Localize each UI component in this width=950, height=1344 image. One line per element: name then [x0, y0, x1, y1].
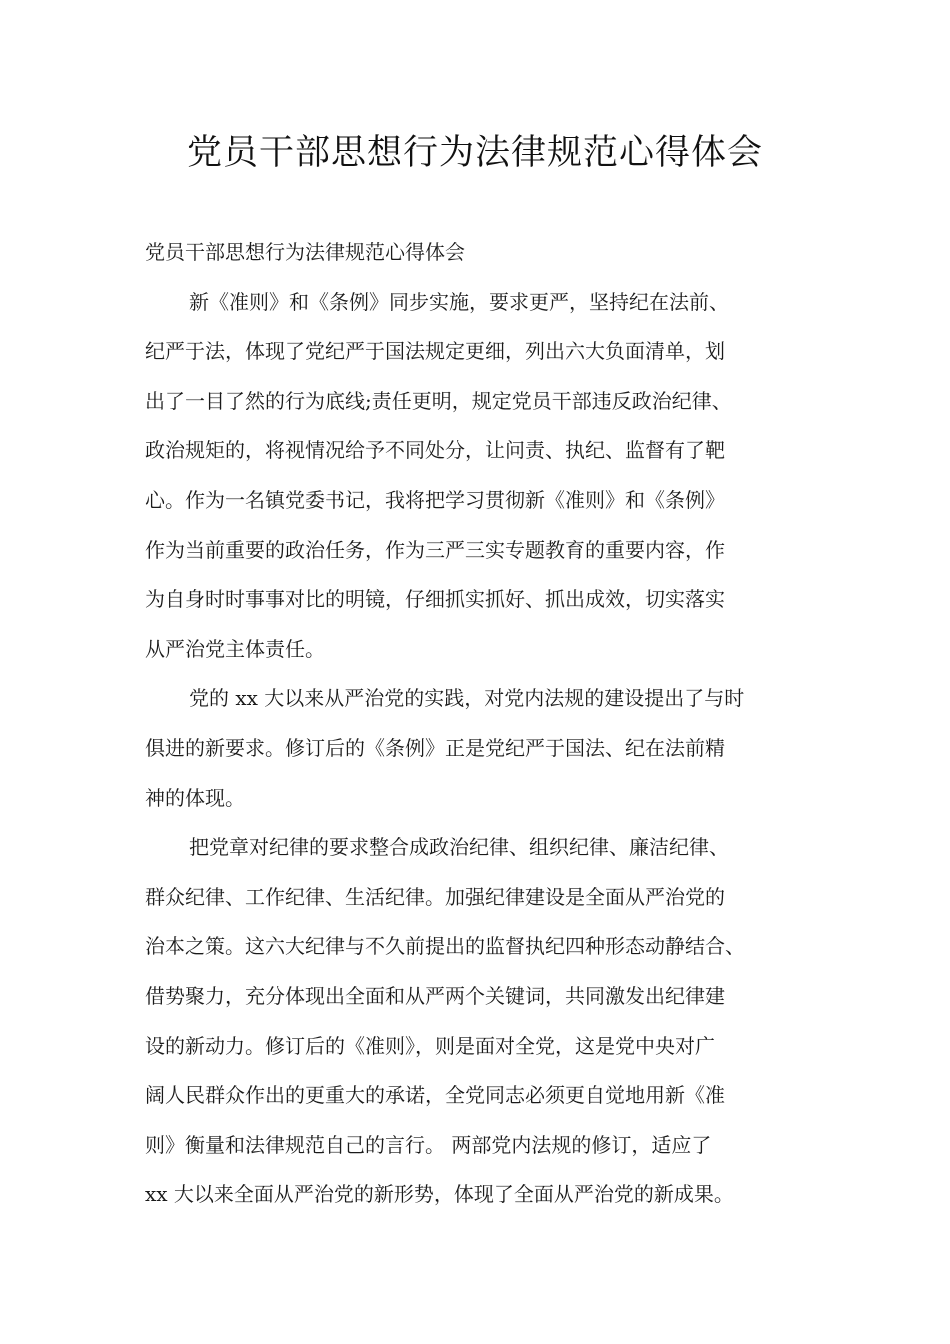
paragraph-3-line-8: xx 大以来全面从严治党的新形势，体现了全面从严治党的新成果。 — [145, 1182, 734, 1207]
paragraph-1-line-5: 心。作为一名镇党委书记，我将把学习贯彻新《准则》和《条例》 — [145, 487, 725, 512]
paragraph-3-line-7: 则》衡量和法律规范自己的言行。 两部党内法规的修订，适应了 — [145, 1132, 712, 1157]
paragraph-1-line-1: 新《准则》和《条例》同步实施，要求更严，坚持纪在法前、 — [189, 289, 729, 314]
subtitle-line: 党员干部思想行为法律规范心得体会 — [145, 240, 465, 264]
paragraph-1-line-8: 从严治党主体责任。 — [145, 636, 325, 661]
paragraph-2-line-2: 俱进的新要求。修订后的《条例》正是党纪严于国法、纪在法前精 — [145, 735, 725, 760]
document-body — [145, 228, 825, 1220]
paragraph-3-line-1: 把党章对纪律的要求整合成政治纪律、组织纪律、廉洁纪律、 — [189, 835, 729, 860]
paragraph-2-line-1: 党的 xx 大以来从严治党的实践，对党内法规的建设提出了与时 — [189, 686, 745, 711]
paragraph-3-line-6: 阔人民群众作出的更重大的承诺，全党同志必须更自觉地用新《准 — [145, 1083, 725, 1108]
paragraph-1-line-3: 出了一目了然的行为底线;责任更明，规定党员干部违反政治纪律、 — [145, 388, 732, 413]
paragraph-3-line-2: 群众纪律、工作纪律、生活纪律。加强纪律建设是全面从严治党的 — [145, 884, 725, 909]
paragraph-3-line-5: 设的新动力。修订后的《准则》，则是面对全党，这是党中央对广 — [145, 1033, 715, 1058]
paragraph-2-line-3: 神的体现。 — [145, 785, 245, 810]
paragraph-1-line-2: 纪严于法，体现了党纪严于国法规定更细，列出六大负面清单，划 — [145, 339, 725, 364]
paragraph-3-line-3: 治本之策。这六大纪律与不久前提出的监督执纪四种形态动静结合、 — [145, 934, 745, 959]
paragraph-1-line-6: 作为当前重要的政治任务，作为三严三实专题教育的重要内容，作 — [145, 537, 725, 562]
paragraph-1-line-4: 政治规矩的，将视情况给予不同处分，让问责、执纪、监督有了靶 — [145, 438, 725, 463]
paragraph-1-line-7: 为自身时时事事对比的明镜，仔细抓实抓好、抓出成效，切实落实 — [145, 587, 725, 612]
document-title: 党员干部思想行为法律规范心得体会 — [186, 133, 763, 173]
paragraph-3-line-4: 借势聚力，充分体现出全面和从严两个关键词，共同激发出纪律建 — [145, 983, 725, 1008]
